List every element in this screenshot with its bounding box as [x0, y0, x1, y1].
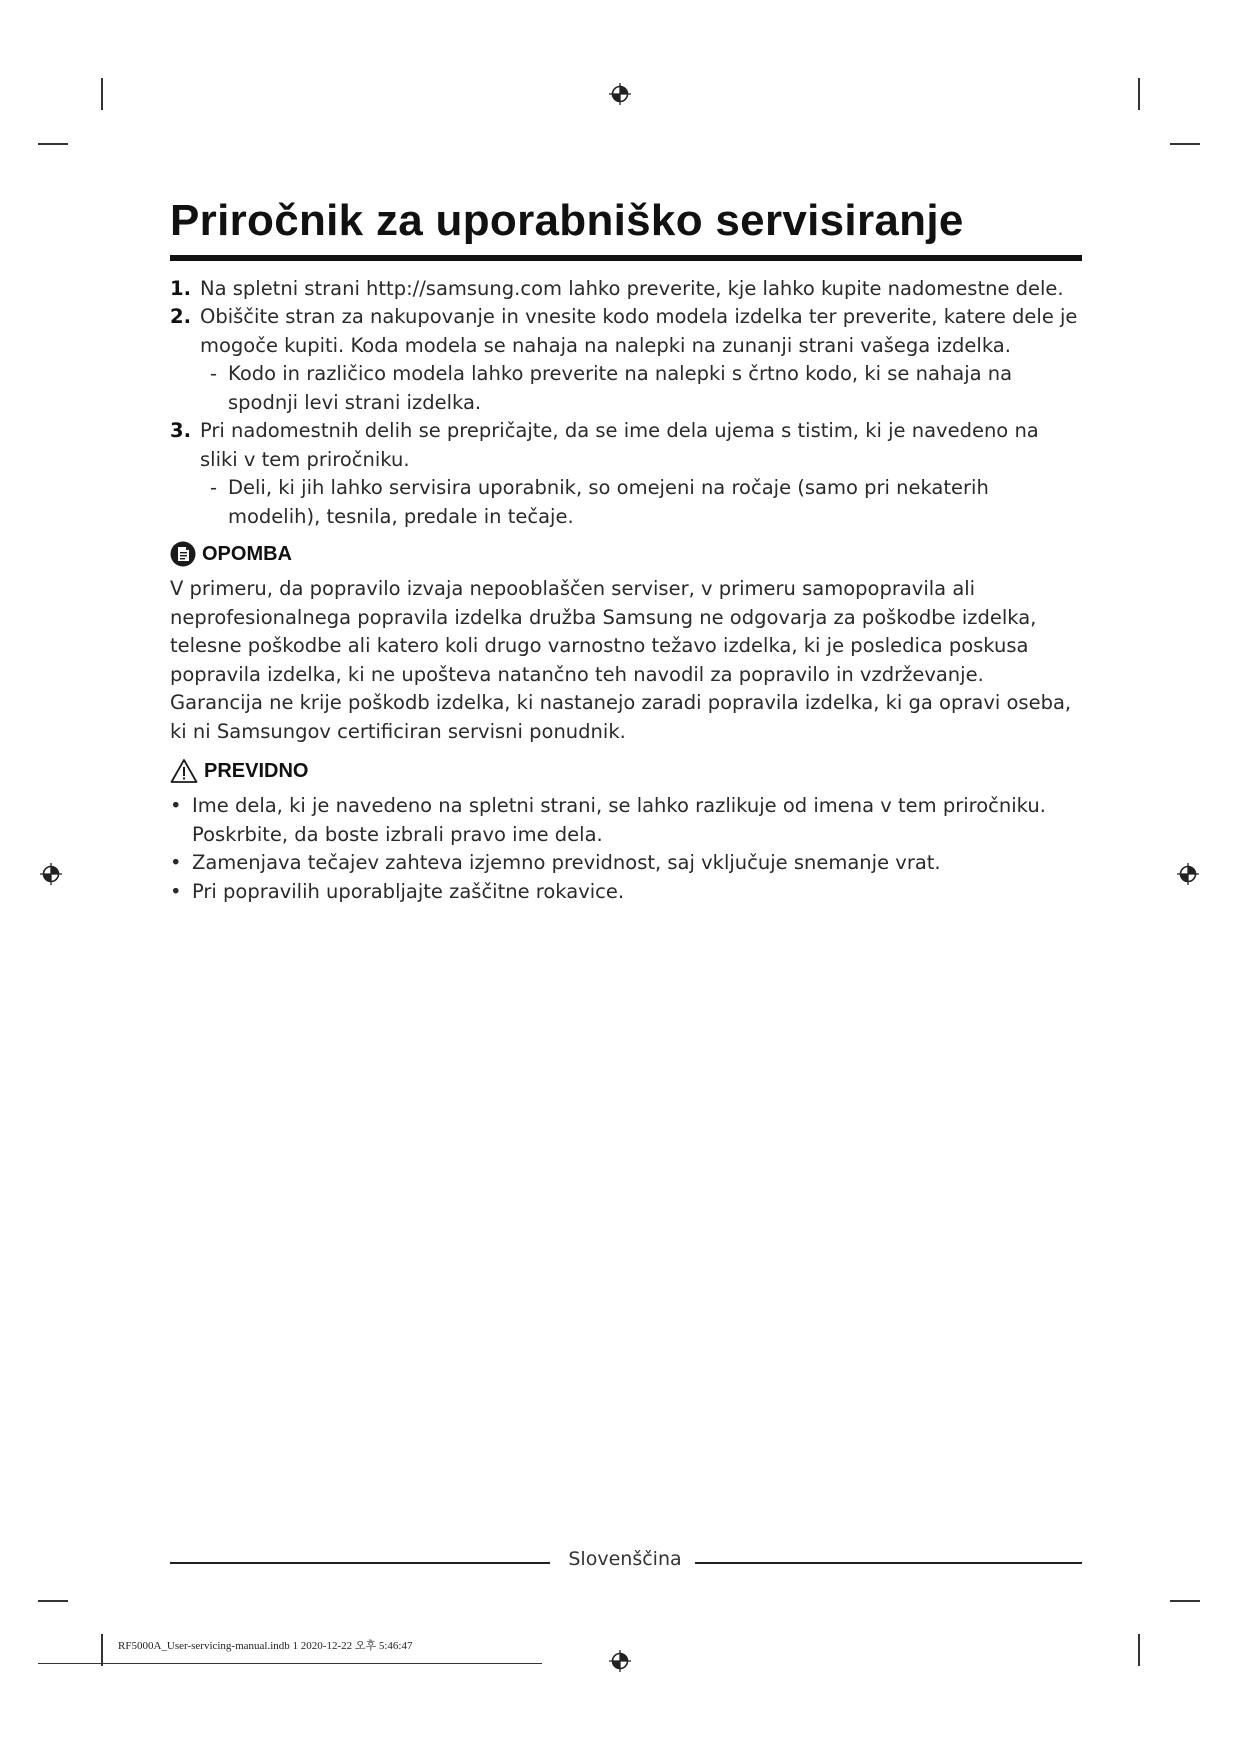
bullet-marker: •: [170, 879, 182, 903]
registration-mark-icon: [1177, 863, 1199, 885]
step-subitems: [200, 360, 1082, 417]
bullet-marker: •: [170, 794, 182, 818]
step-item: [170, 303, 1082, 417]
caution-item: [170, 792, 1082, 849]
dash-marker: -: [210, 362, 218, 386]
step-item: [170, 275, 1082, 304]
page-content: [170, 196, 1082, 906]
page-title: Priročnik za uporabniško servisiranje: [170, 196, 964, 245]
caution-item: [170, 849, 1082, 878]
print-slug-rule: [38, 1663, 542, 1664]
step-item: [170, 417, 1082, 531]
crop-mark-top-right-horizontal: [1170, 143, 1200, 145]
step-subitems: [200, 474, 1082, 531]
caution-item-text: Pri popravilih uporabljajte zaščitne rokavice.: [192, 879, 625, 903]
steps-list: [170, 275, 1082, 532]
print-slug: RF5000A_User-servicing-manual.indb 1 2020-12-22 오후 5:46:47: [118, 1640, 413, 1652]
page-footer: [170, 1548, 1082, 1578]
crop-mark-bottom-right-vertical: [1138, 1634, 1140, 1666]
step-subitem-text: Kodo in različico modela lahko preverite na nalepki s črtno kodo, ki se nahaja na spodnji levi strani izdelka.: [228, 362, 1013, 414]
registration-mark-icon: [609, 83, 631, 105]
step-text: Obiščite stran za nakupovanje in vnesite kodo modela izdelka ter preverite, katere dele je mogoče kupiti. Koda modela se nahaja na nalepki na zunanji strani vašega izdelka.: [200, 305, 1078, 357]
crop-mark-bottom-left-horizontal: [38, 1600, 68, 1602]
step-number: 1.: [170, 276, 191, 300]
step-number: 3.: [170, 419, 191, 443]
registration-mark-icon: [40, 863, 62, 885]
crop-mark-top-right-vertical: [1138, 78, 1140, 110]
step-subitem-text: Deli, ki jih lahko servisira uporabnik, so omejeni na ročaje (samo pri nekaterih modelih), tesnila, predale in tečaje.: [228, 476, 989, 528]
caution-item: [170, 878, 1082, 907]
note-text: V primeru, da popravilo izvaja nepooblaščen serviser, v primeru samopopravila ali neprofesionalnega popravila izdelka družba Samsung ne odgovarja za poškodbe izdelka, telesne poškodbe ali katero koli drugo varnostno težavo izdelka, ki je posledica poskusa popravila izdelka, ki ne upošteva natančno teh navodil za popravilo in vzdrževanje. Garancija ne krije poškodb izdelka, ki nastanejo zaradi popravila izdelka, ki ga opravi oseba, ki ni Samsungov certificiran servisni ponudnik.: [170, 577, 1072, 743]
step-text: Pri nadomestnih delih se prepričajte, da se ime dela ujema s tistim, ki je navedeno na sliki v tem priročniku.: [200, 419, 1039, 471]
bullet-marker: •: [170, 851, 182, 875]
note-icon: [170, 541, 196, 567]
caution-heading-label: PREVIDNO: [204, 759, 309, 782]
caution-list: [170, 792, 1082, 906]
crop-mark-bottom-right-horizontal: [1170, 1600, 1200, 1602]
registration-mark-icon: [609, 1650, 631, 1672]
footer-rule-left: [170, 1562, 550, 1564]
step-subitem: [200, 360, 1082, 417]
caution-heading: [170, 754, 1082, 788]
crop-mark-top-left-horizontal: [38, 143, 68, 145]
title-underline: [170, 255, 1082, 261]
footer-language: Slovenščina: [568, 1548, 682, 1570]
caution-item-text: Ime dela, ki je navedeno na spletni strani, se lahko razlikuje od imena v tem priročniku. Poskrbite, da boste izbrali pravo ime dela.: [192, 794, 1046, 846]
caution-item-text: Zamenjava tečajev zahteva izjemno previdnost, saj vključuje snemanje vrat.: [192, 851, 941, 875]
note-heading: [170, 537, 1082, 571]
note-heading-label: OPOMBA: [202, 542, 292, 565]
step-number: 2.: [170, 305, 191, 329]
dash-marker: -: [210, 476, 218, 500]
step-text: Na spletni strani http://samsung.com lahko preverite, kje lahko kupite nadomestne dele.: [200, 276, 1064, 300]
crop-mark-top-left-vertical: [101, 78, 103, 110]
warning-triangle-icon: [170, 758, 198, 784]
footer-rule-right: [695, 1562, 1082, 1564]
crop-mark-bottom-left-vertical: [101, 1634, 103, 1666]
step-subitem: [200, 474, 1082, 531]
